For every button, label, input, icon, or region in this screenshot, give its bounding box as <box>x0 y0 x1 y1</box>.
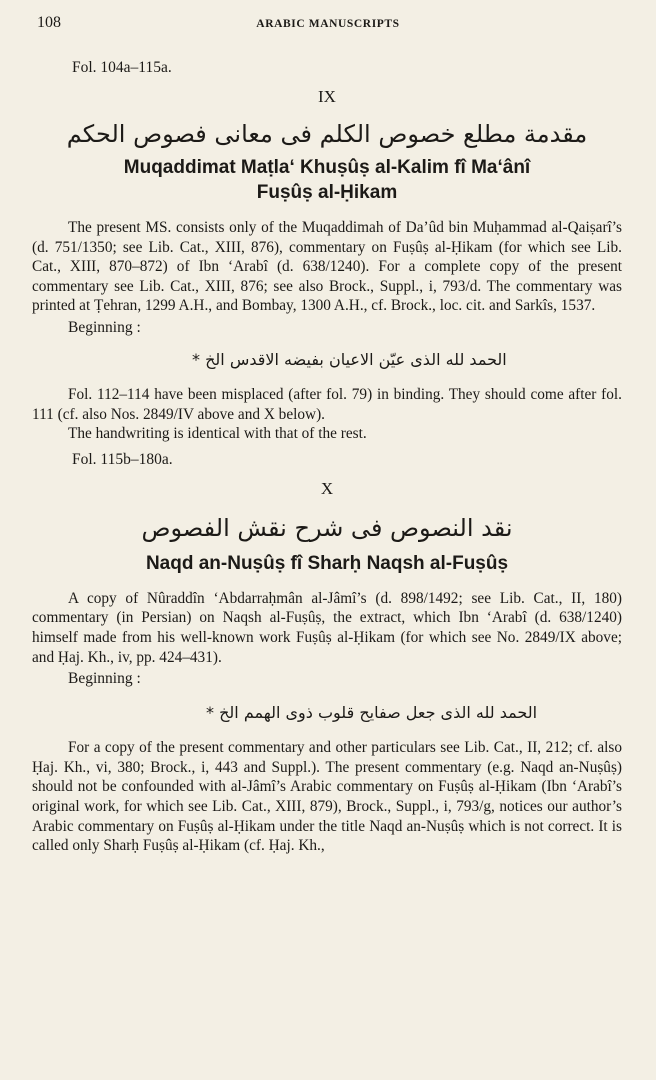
beginning-label: Beginning : <box>68 318 141 336</box>
transliterated-title-line-1: Muqaddimat Maṭla‘ Khuṣûṣ al-Kalim fî Ma‘ânî <box>123 157 531 178</box>
entry-x <box>32 450 622 856</box>
arabic-title: نقد النصوص فى شرح نقش الفصوص <box>141 513 513 542</box>
section-numeral: X <box>320 478 334 498</box>
page-body <box>32 58 622 856</box>
folio-range: Fol. 115b–180a. <box>72 450 173 468</box>
transliterated-title-line-2: Fuṣûṣ al-Ḥikam <box>256 182 398 203</box>
running-head: ARABIC MANUSCRIPTS <box>256 18 400 30</box>
transliterated-title: Naqd an-Nuṣûṣ fî Sharḥ Naqsh al-Fuṣûṣ <box>145 552 509 574</box>
arabic-title: مقدمة مطلع خصوص الكلم فى معانى فصوص الحكم <box>66 120 588 148</box>
page-number: 108 <box>37 14 61 31</box>
beginning-label: Beginning : <box>68 670 141 688</box>
binding-note-paragraph: Fol. 112–114 have been misplaced (after fol. 79) in binding. They should come after fol. 111 (cf. also Nos. 2849/IV above and X below). <box>32 385 622 423</box>
page-header <box>0 14 656 38</box>
entry-ix <box>32 58 622 444</box>
folio-range: Fol. 104a–115a. <box>72 59 172 76</box>
handwriting-note-paragraph: The handwriting is identical with that of the rest. <box>68 425 367 443</box>
beginning-arabic-incipit: الحمد لله الذى جعل صفايح قلوب ذوى الهمم الخ * <box>206 703 538 723</box>
section-numeral: IX <box>318 87 336 106</box>
description-paragraph: A copy of Nûraddîn ‘Abdarraḥmân al-Jâmî’s (d. 898/1492; see Lib. Cat., II, 180) commentary (in Persian) on Naqsh al-Fuṣûṣ, the extract, which Ibn ‘Arabî (d. 638/1240) himself made from his well-known work Fuṣûṣ al-Ḥikam (for which see No. 2849/IX above; and Ḥaj. Kh., iv, pp. 424–431). <box>32 589 622 666</box>
beginning-arabic-incipit: الحمد لله الذى عيّن الاعيان بفيضه الاقدس الخ * <box>192 349 507 369</box>
description-paragraph: The present MS. consists only of the Muqaddimah of Da’ûd bin Muḥammad al-Qaiṣarî’s (d. 751/1350; see Lib. Cat., XIII, 876), commentary on Fuṣûṣ al-Ḥikam (for which see Lib. Cat., XIII, 870–872) of Ibn ‘Arabî (d. 638/1240). For a complete copy of the present commentary see Lib. Cat., XIII, 876; see also Brock., Suppl., i, 793/d. The commentary was printed at Ṭehran, 1299 A.H., and Bombay, 1300 A.H., cf. Brock., loc. cit. and Sarkîs, 1537. <box>32 219 622 315</box>
particulars-paragraph: For a copy of the present commentary and other particulars see Lib. Cat., II, 212; cf. also Ḥaj. Kh., vi, 380; Brock., i, 443 and Suppl.). The present commentary (e.g. Naqd an-Nuṣûṣ) should not be confounded with al-Jâmî’s Arabic commentary on Fuṣûṣ al-Ḥikam (Ibn ‘Arabî’s original work, for which see Lib. Cat., XIII, 879), Brock., Suppl., i, 793/g, notices our author’s Arabic commentary on Fuṣûṣ al-Ḥikam under the title Naqd an-Nuṣûṣ which is not correct. It is called only Sharḥ Fuṣûṣ al-Ḥikam (cf. Ḥaj. Kh., <box>32 739 622 855</box>
